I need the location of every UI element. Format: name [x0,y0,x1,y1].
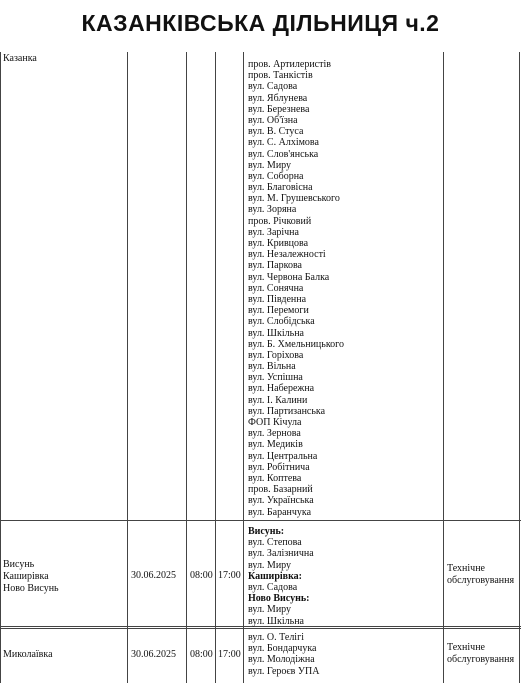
settlement-name: Каширівка [3,571,49,582]
street-item: вул. Миру [248,604,292,616]
reason-cell [447,563,514,587]
street-item: пров. Базарний [248,484,313,496]
street-item: вул. Південна [248,293,307,305]
street-item: вул. Медиків [248,439,303,451]
street-item: вул. Баранчука [248,506,312,518]
end-time-cell: 17:00 [218,570,241,581]
street-item: вул. Вільна [248,361,296,373]
street-item: вул. Коптева [248,472,302,484]
column-divider [127,52,128,683]
street-item: вул. Горіхова [248,349,304,361]
settlement-cell [3,559,59,595]
street-item: вул. Благовісна [248,182,313,194]
street-item: вул. М. Грушевського [248,193,340,205]
streets-cell [248,59,344,518]
street-item: вул. Незалежності [248,249,326,261]
street-item: вул. Набережна [248,383,315,395]
date-cell: 30.06.2025 [131,649,176,660]
street-item: вул. Слобідська [248,316,315,328]
reason-cell [447,642,514,666]
street-item: вул. Б. Хмельницького [248,338,345,350]
date-cell: 30.06.2025 [131,570,176,581]
end-time-cell: 17:00 [218,649,241,660]
street-item: вул. Миру [248,559,292,571]
table-border-right [519,52,520,683]
start-time-cell: 08:00 [190,570,213,581]
street-item: вул. Соборна [248,170,304,182]
column-divider [215,52,216,683]
column-divider [186,52,187,683]
settlement-name: Висунь [3,559,35,570]
street-item: ФОП Кічула [248,417,302,428]
street-item: вул. Кривцова [248,238,309,249]
street-item: вул. Партизанська [248,405,326,417]
street-item: вул. Бондарчука [248,643,317,655]
street-item: вул. Перемоги [248,305,309,317]
reason-line: обслуговування [447,654,515,665]
settlement-heading: Ново Висунь: [248,593,310,605]
street-item: вул. Зернова [248,428,301,440]
street-item: пров. Танкістів [248,70,313,82]
schedule-table [0,52,521,683]
street-item: вул. Залізнична [248,548,314,560]
streets-cell [248,526,314,627]
streets-cell [248,632,319,677]
street-item: вул. Зоряна [248,204,297,216]
street-item: вул. Слов'янська [248,148,319,160]
settlement-cell: Казанка [3,53,37,64]
street-item: вул. Березнева [248,103,310,115]
street-item: вул. Об'їзна [248,114,298,126]
street-item: вул. С. Алхімова [248,137,319,149]
column-divider [443,52,444,683]
street-item: вул. Зарічна [248,226,299,238]
settlement-name: Ново Висунь [3,583,59,594]
street-item: вул. Червона Балка [248,271,330,283]
street-item: вул. Яблунева [248,92,308,104]
street-item: вул. Молодіжна [248,654,315,666]
street-item: вул. В. Стуса [248,126,304,138]
street-item: вул. Степова [248,537,302,549]
page-title: КАЗАНКІВСЬКА ДІЛЬНИЦЯ ч.2 [81,10,440,36]
street-item: вул. Українська [248,495,314,507]
street-item: вул. О. Телігі [248,632,304,643]
street-item: вул. Успішна [248,372,303,384]
street-item: вул. Центральна [248,450,318,462]
reason-line: Технічне [447,563,485,574]
reason-line: обслуговування [447,575,515,586]
street-item: вул. І. Калини [248,394,308,406]
street-item: вул. Сонячна [248,282,304,294]
column-divider [243,52,244,683]
street-item: вул. Садова [248,581,298,593]
row-divider [0,520,521,521]
settlement-heading: Каширівка: [248,570,303,582]
street-item: пров. Артилеристів [248,59,331,70]
settlement-cell: Миколаївка [3,649,53,660]
street-item: вул. Миру [248,159,292,171]
street-item: вул. Робітнича [248,461,310,473]
street-item: вул. Героєв УПА [248,665,320,677]
street-item: вул. Садова [248,81,298,93]
street-item: пров. Річковий [248,215,312,227]
street-item: вул. Шкільна [248,615,304,627]
settlement-heading: Висунь: [248,526,285,537]
street-item: вул. Паркова [248,260,302,272]
table-border-left [0,52,1,683]
reason-line: Технічне [447,642,485,653]
start-time-cell: 08:00 [190,649,213,660]
street-item: вул. Шкільна [248,327,304,339]
